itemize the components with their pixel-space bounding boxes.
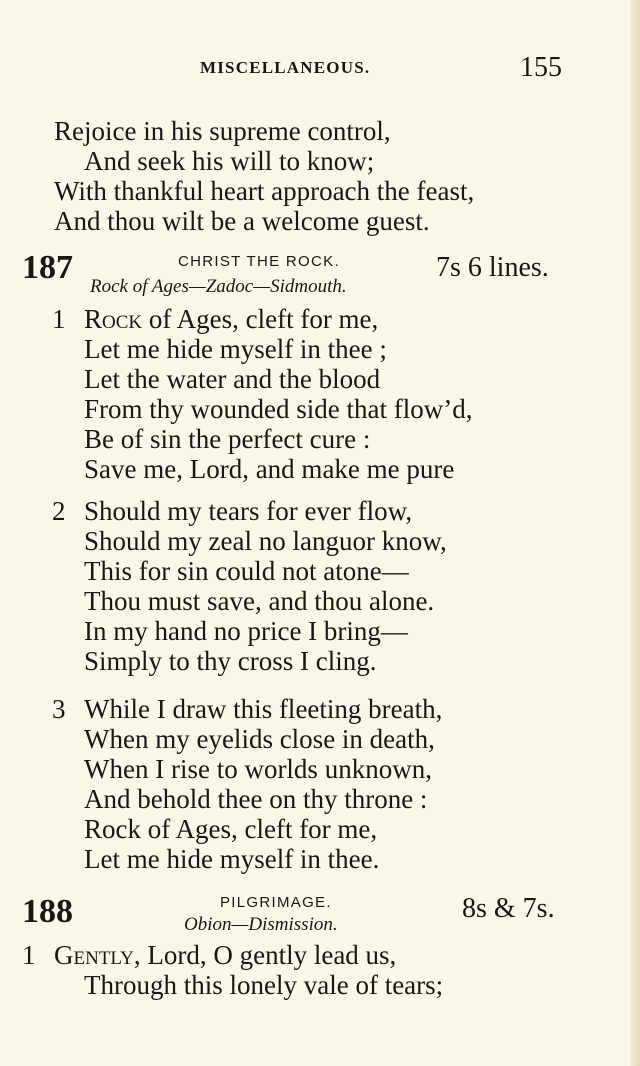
verse-line: Should my tears for ever flow,	[84, 496, 413, 526]
verse-line: Let me hide myself in thee.	[84, 844, 380, 874]
verse-line: Let the water and the blood	[84, 364, 381, 394]
first-word: Rock	[84, 304, 143, 334]
verse-line: Rock of Ages, cleft for me,	[84, 814, 378, 844]
verse-line: And thou wilt be a welcome guest.	[54, 206, 430, 236]
verse-line: This for sin could not atone—	[84, 556, 409, 586]
verse-line: In my hand no price I bring—	[84, 616, 408, 646]
verse-line: When I rise to worlds unknown,	[84, 754, 432, 784]
verse-line: Through this lonely vale of tears;	[84, 970, 444, 1000]
hymn-title: CHRIST THE ROCK.	[178, 253, 340, 270]
stanza-number: 1	[22, 940, 36, 970]
first-line-rest: , Lord, O gently lead us,	[133, 940, 397, 970]
tune-names: Rock of Ages—Zadoc—Sidmouth.	[90, 276, 347, 297]
verse-line: Let me hide myself in thee ;	[84, 334, 387, 364]
verse-line: Simply to thy cross I cling.	[84, 646, 377, 676]
verse-line: Be of sin the perfect cure :	[84, 424, 371, 454]
hymn-title: PILGRIMAGE.	[220, 894, 332, 911]
verse-line	[84, 304, 378, 334]
verse-line: Thou must save, and thou alone.	[84, 586, 435, 616]
verse-line	[54, 940, 396, 970]
page-number: 155	[520, 52, 562, 83]
verse-line: When my eyelids close in death,	[84, 724, 435, 754]
hymn-meter: 7s 6 lines.	[436, 252, 549, 283]
verse-line: Rejoice in his supreme control,	[54, 116, 391, 146]
verse-line: From thy wounded side that flow’d,	[84, 394, 473, 424]
stanza-number: 3	[52, 694, 66, 724]
hymn-meter: 8s & 7s.	[462, 893, 555, 924]
verse-line: Should my zeal no languor know,	[84, 526, 447, 556]
hymn-number: 187	[22, 249, 73, 286]
verse-line: And seek his will to know;	[84, 146, 375, 176]
tune-names: Obion—Dismission.	[184, 914, 338, 935]
first-word: Gently	[54, 940, 134, 970]
verse-line: With thankful heart approach the feast,	[54, 176, 475, 206]
hymn-number: 188	[22, 893, 73, 930]
verse-line: And behold thee on thy throne :	[84, 784, 428, 814]
stanza-number: 1	[52, 304, 66, 334]
verse-line: While I draw this fleeting breath,	[84, 694, 443, 724]
page-edge	[630, 0, 640, 1066]
verse-line: Save me, Lord, and make me pure	[84, 454, 455, 484]
stanza-number: 2	[52, 496, 66, 526]
running-head: MISCELLANEOUS.	[200, 58, 371, 77]
first-line-rest: of Ages, cleft for me,	[142, 304, 379, 334]
